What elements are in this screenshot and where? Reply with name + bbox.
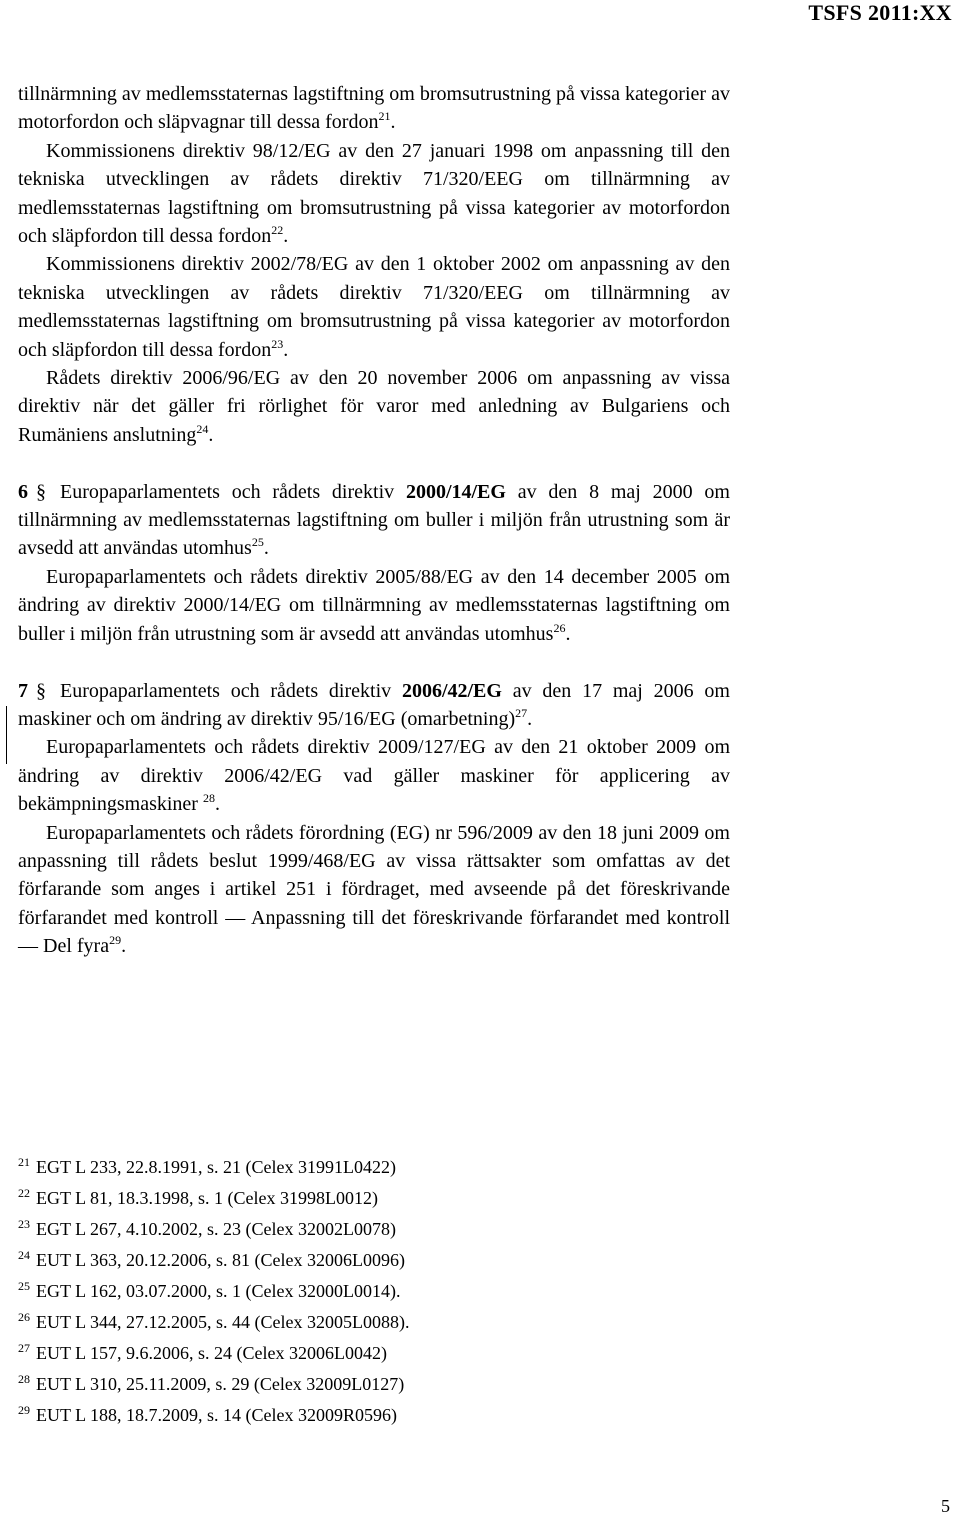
footnote-number: 24	[18, 1248, 30, 1262]
section-paragraph	[18, 478, 730, 563]
paragraph-text: Europaparlamentets och rådets direktiv	[60, 679, 402, 702]
paragraph-text: av den 17 maj 2006 om maskiner och om ändring av direktiv 95/16/EG (omarbetning)	[18, 679, 730, 730]
paragraph-text: .	[527, 707, 533, 730]
footnote-number: 22	[18, 1186, 30, 1200]
footnote-text: EGT L 162, 03.07.2000, s. 1 (Celex 32000L0014).	[36, 1281, 401, 1301]
footnote-reference: 23	[271, 336, 284, 351]
footnote	[18, 1338, 409, 1369]
paragraph-text: .	[263, 537, 269, 560]
footnote	[18, 1245, 409, 1276]
footnote	[18, 1307, 409, 1338]
paragraph-text: .	[208, 423, 214, 446]
paragraph-text: av den 8 maj 2000 om tillnärmning av medlemsstaternas lagstiftning om buller i miljön från utrustning som är avsedd att användas utomhus	[18, 480, 730, 560]
footnote-text: EGT L 233, 22.8.1991, s. 21 (Celex 31991L0422)	[36, 1157, 396, 1177]
footnote-number: 21	[18, 1155, 30, 1169]
paragraph-text: Europaparlamentets och rådets direktiv 2009/127/EG av den 21 oktober 2009 om ändring av direktiv 2006/42/EG vad gäller maskiner för applicering av bekämpningsmaskiner	[18, 736, 730, 816]
section-number: 7	[18, 679, 28, 702]
footnote-text: EUT L 310, 25.11.2009, s. 29 (Celex 32009L0127)	[36, 1374, 405, 1394]
paragraph-text: Kommissionens direktiv 98/12/EG av den 27 januari 1998 om anpassning till den tekniska utvecklingen av rådets direktiv 71/320/EEG om tillnärmning av medlemsstaternas lagstiftning om bromsutrustning på vissa kategorier av motorfordon och släpfordon till dessa fordon	[18, 139, 730, 248]
footnote-list	[18, 1152, 409, 1431]
footnote-number: 26	[18, 1310, 30, 1324]
paragraph-text: .	[121, 935, 127, 958]
directive-number: 2006/42/EG	[401, 679, 502, 702]
footnote	[18, 1183, 409, 1214]
footnote	[18, 1276, 409, 1307]
footnote-number: 29	[18, 1403, 30, 1417]
paragraph-text: .	[565, 622, 571, 645]
change-bar	[6, 706, 7, 764]
footnote-number: 28	[18, 1372, 30, 1386]
footnote-reference: 22	[271, 223, 284, 238]
footnote-reference: 21	[378, 109, 391, 124]
footnote-text: EUT L 363, 20.12.2006, s. 81 (Celex 32006L0096)	[36, 1250, 405, 1270]
footnote	[18, 1214, 409, 1245]
footnote-reference: 29	[109, 933, 122, 948]
paragraph-text: .	[214, 793, 220, 816]
footnote-number: 27	[18, 1341, 30, 1355]
paragraph-text: tillnärmning av medlemsstaternas lagstiftning om bromsutrustning på vissa kategorier av motorfordon och släpvagnar till dessa fordon	[18, 83, 730, 134]
paragraph-text: .	[283, 225, 289, 248]
footnote	[18, 1369, 409, 1400]
footnote-number: 23	[18, 1217, 30, 1231]
paragraph-text: Kommissionens direktiv 2002/78/EG av den 1 oktober 2002 om anpassning av den tekniska utvecklingen av rådets direktiv 71/320/EEG om tillnärmning av medlemsstaternas lagstiftning om bromsutrustning på vissa kategorier av motorfordon och släpfordon till dessa fordon	[18, 253, 730, 361]
section-sign: §	[36, 679, 46, 702]
paragraph	[18, 733, 730, 818]
footnote-reference: 28	[202, 791, 215, 806]
paragraph	[18, 819, 730, 961]
footnote-reference: 27	[515, 705, 528, 720]
footnote-number: 25	[18, 1279, 30, 1293]
paragraph	[18, 563, 730, 648]
footnote-text: EGT L 267, 4.10.2002, s. 23 (Celex 32002L0078)	[36, 1219, 396, 1239]
footnote-text: EUT L 157, 9.6.2006, s. 24 (Celex 32006L0042)	[36, 1343, 387, 1363]
paragraph-text: Europaparlamentets och rådets direktiv 2005/88/EG av den 14 december 2005 om ändring av direktiv 2000/14/EG om tillnärmning av medlemsstaternas lagstiftning om buller i miljön från utrustning som är avsedd att användas utomhus	[18, 565, 730, 645]
footnote-text: EUT L 188, 18.7.2009, s. 14 (Celex 32009R0596)	[36, 1405, 397, 1425]
footnote-reference: 25	[251, 535, 264, 550]
paragraph	[18, 137, 730, 251]
document-body	[18, 80, 730, 961]
footnote-text: EGT L 81, 18.3.1998, s. 1 (Celex 31998L0012)	[36, 1188, 378, 1208]
section-paragraph	[18, 677, 730, 734]
footnote	[18, 1152, 409, 1183]
document-header: TSFS 2011:XX	[808, 0, 952, 25]
footnote-text: EUT L 344, 27.12.2005, s. 44 (Celex 32005L0088).	[36, 1312, 410, 1332]
footnote-reference: 26	[553, 620, 566, 635]
paragraph-text: Europaparlamentets och rådets direktiv	[60, 480, 406, 503]
directive-number: 2000/14/EG	[405, 480, 506, 503]
paragraph-text: .	[283, 338, 289, 361]
section-sign: §	[36, 480, 46, 503]
footnote	[18, 1400, 409, 1431]
paragraph-text: .	[390, 111, 396, 134]
paragraph-text: Rådets direktiv 2006/96/EG av den 20 november 2006 om anpassning av vissa direktiv när det gäller fri rörlighet för varor med anledning av Bulgariens och Rumäniens anslutning	[18, 367, 730, 446]
page-number: 5	[941, 1496, 950, 1516]
footnote-reference: 24	[196, 421, 209, 436]
paragraph-text: Europaparlamentets och rådets förordning (EG) nr 596/2009 av den 18 juni 2009 om anpassning till rådets beslut 1999/468/EG av vissa rättsakter som omfattas av det förfarande som anges i artikel 251 i fördraget, med avseende på det föreskrivande förfarandet med kontroll — Anpassning till det föreskrivande förfarandet med kontroll — Del fyra	[18, 821, 730, 958]
section-number: 6	[18, 480, 28, 503]
paragraph	[18, 250, 730, 364]
paragraph	[18, 364, 730, 449]
paragraph	[18, 80, 730, 137]
